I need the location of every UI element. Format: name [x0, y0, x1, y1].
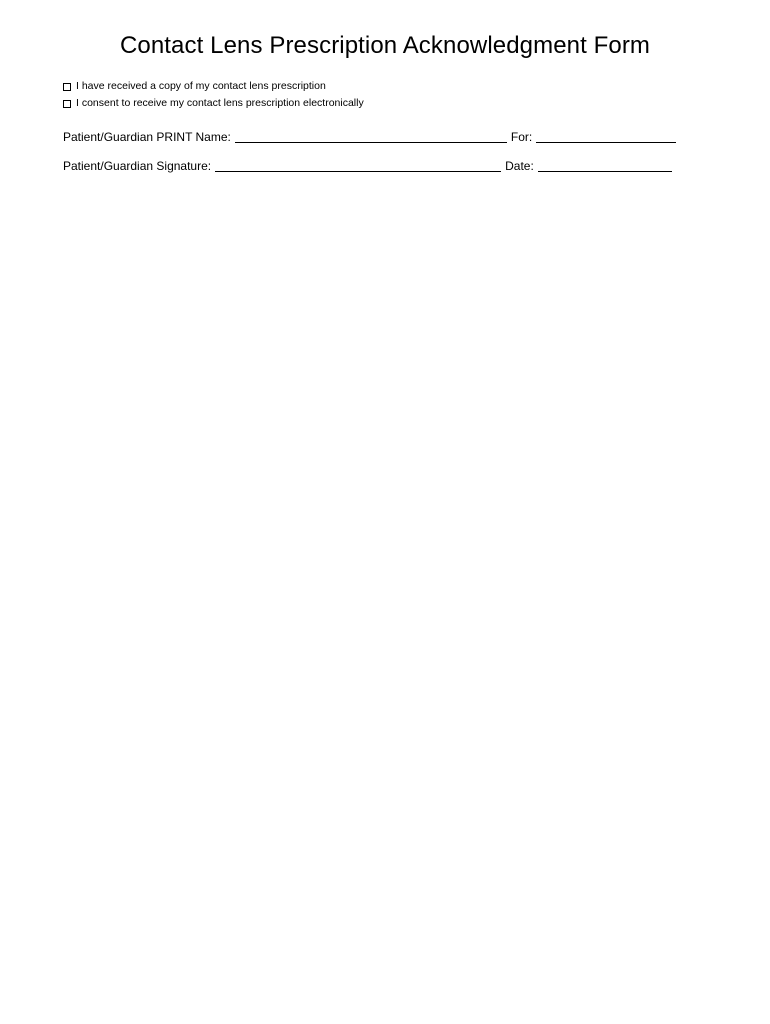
page-title: Contact Lens Prescription Acknowledgment Form: [119, 32, 651, 59]
print-name-row: [63, 129, 680, 145]
received-copy-checkbox-row[interactable]: [63, 78, 364, 95]
consent-electronic-checkbox[interactable]: [63, 100, 71, 108]
for-label: For:: [510, 130, 533, 144]
for-field[interactable]: [536, 130, 676, 143]
print-name-label: Patient/Guardian PRINT Name:: [63, 130, 231, 144]
print-name-field[interactable]: [235, 130, 507, 143]
checkbox-group: [63, 78, 364, 112]
received-copy-label: I have received a copy of my contact lens prescription: [76, 80, 326, 92]
date-label: Date:: [505, 159, 534, 173]
consent-electronic-checkbox-row[interactable]: [63, 95, 364, 112]
consent-electronic-label: I consent to receive my contact lens prescription electronically: [76, 97, 364, 109]
signature-field[interactable]: [215, 159, 501, 172]
signature-row: [63, 158, 676, 174]
signature-label: Patient/Guardian Signature:: [63, 159, 212, 173]
date-field[interactable]: [538, 159, 672, 172]
received-copy-checkbox[interactable]: [63, 83, 71, 91]
